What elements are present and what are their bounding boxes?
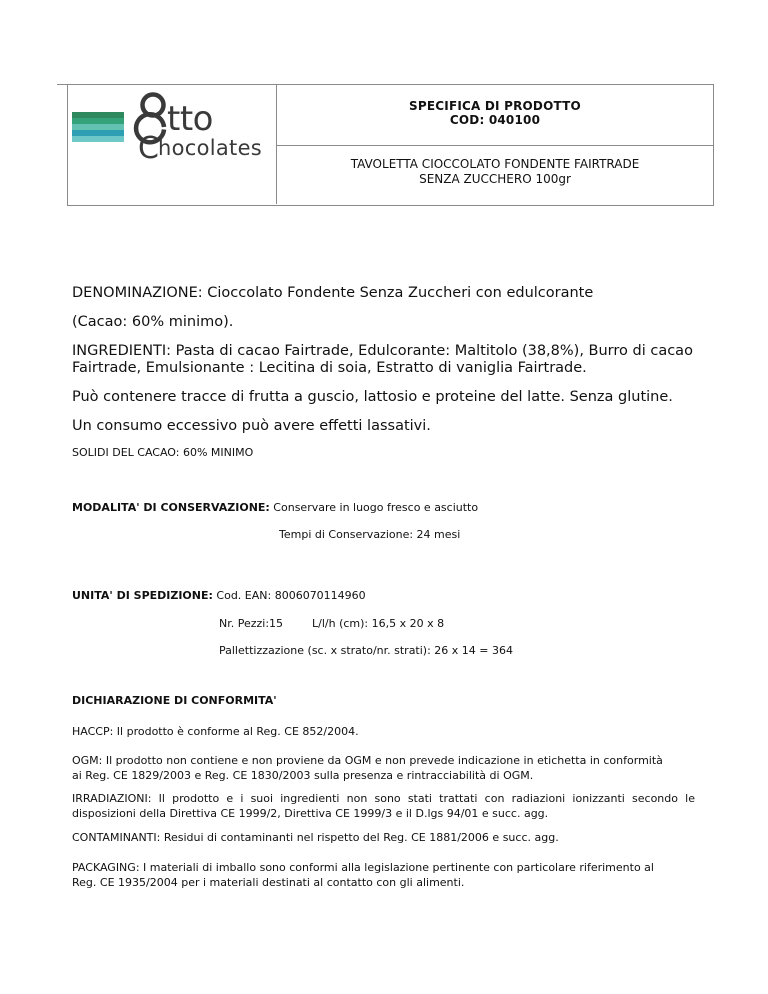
otto-chocolates-logo — [72, 90, 268, 170]
cacao-content: (Cacao: 60% minimo). — [72, 314, 234, 330]
header-corner-mark — [57, 84, 67, 85]
ingredienti-line1: INGREDIENTI: Pasta di cacao Fairtrade, Edulcorante: Maltitolo (38,8%), Burro di cacao — [72, 343, 693, 359]
contaminants-statement: CONTAMINANTI: Residui di contaminanti nel rispetto del Reg. CE 1881/2006 e succ. agg. — [72, 831, 559, 844]
header-horizontal-divider — [276, 145, 713, 146]
haccp-statement: HACCP: Il prodotto è conforme al Reg. CE 852/2004. — [72, 725, 359, 738]
shipping-section — [72, 588, 366, 603]
storage-section — [72, 500, 478, 515]
allergen-traces: Può contenere tracce di frutta a guscio, lattosio e proteine del latte. Senza glutine. — [72, 389, 673, 405]
packaging-line2: Reg. CE 1935/2004 per i materiali destinati al contatto con gli alimenti. — [72, 876, 465, 889]
pieces-count: Nr. Pezzi:15 — [219, 617, 284, 630]
irradiation-statement — [72, 791, 695, 821]
logo-stripe — [72, 118, 124, 124]
packaging-line1: PACKAGING: I materiali di imballo sono conformi alla legislazione pertinente con particolare riferimento al — [72, 861, 654, 874]
ingredienti-line2: Fairtrade, Emulsionante : Lecitina di soia, Estratto di vaniglia Fairtrade. — [72, 360, 587, 376]
product-name-line1: TAVOLETTA CIOCCOLATO FONDENTE FAIRTRADE — [350, 157, 640, 171]
conformity-title: DICHIARAZIONE DI CONFORMITA' — [72, 694, 277, 707]
logo-stripe — [72, 136, 124, 142]
packaging-statement — [72, 860, 695, 890]
irradiation-line1: IRRADIAZIONI: Il prodotto e i suoi ingredienti non sono stati trattati con radiazioni ionizzanti secondo le — [72, 792, 695, 805]
case-dimensions: L/l/h (cm): 16,5 x 20 x 8 — [312, 617, 445, 630]
product-name — [277, 157, 713, 187]
storage-label: MODALITA' DI CONSERVAZIONE: — [72, 501, 270, 514]
logo-stripe — [72, 124, 124, 130]
palletization: Pallettizzazione (sc. x strato/nr. strati): 26 x 14 = 364 — [219, 644, 514, 657]
spec-title: SPECIFICA DI PRODOTTO — [409, 99, 581, 113]
spec-code: COD: 040100 — [449, 113, 541, 127]
ogm-line2: ai Reg. CE 1829/2003 e Reg. CE 1830/2003 sulla presenza e rintracciabilità di OGM. — [72, 769, 534, 782]
ean-code: Cod. EAN: 8006070114960 — [212, 589, 366, 602]
laxative-warning: Un consumo eccessivo può avere effetti lassativi. — [72, 418, 431, 434]
header-left-border — [67, 84, 68, 205]
svg-text:C: C — [138, 131, 159, 166]
ogm-line1: OGM: Il prodotto non contiene e non proviene da OGM e non prevede indicazione in etichetta in conformità — [72, 754, 663, 767]
cocoa-solids: SOLIDI DEL CACAO: 60% MINIMO — [72, 446, 254, 459]
svg-text:hocolates: hocolates — [158, 136, 263, 160]
logo-stripe — [72, 130, 124, 136]
denominazione: DENOMINAZIONE: Cioccolato Fondente Senza Zuccheri con edulcorante — [72, 285, 594, 301]
shipping-label: UNITA' DI SPEDIZIONE: — [72, 589, 213, 602]
spec-header — [277, 99, 713, 127]
irradiation-line2: disposizioni della Direttiva CE 1999/2, Direttiva CE 1999/3 e il D.lgs 94/01 e succ. agg. — [72, 807, 549, 820]
storage-value: Conservare in luogo fresco e asciutto — [269, 501, 479, 514]
product-name-line2: SENZA ZUCCHERO 100gr — [419, 172, 571, 186]
logo-stripe — [72, 112, 124, 118]
ogm-statement — [72, 753, 695, 783]
svg-text:tto: tto — [167, 99, 213, 139]
storage-time: Tempi di Conservazione: 24 mesi — [279, 528, 461, 541]
logo-stripes — [72, 112, 124, 142]
